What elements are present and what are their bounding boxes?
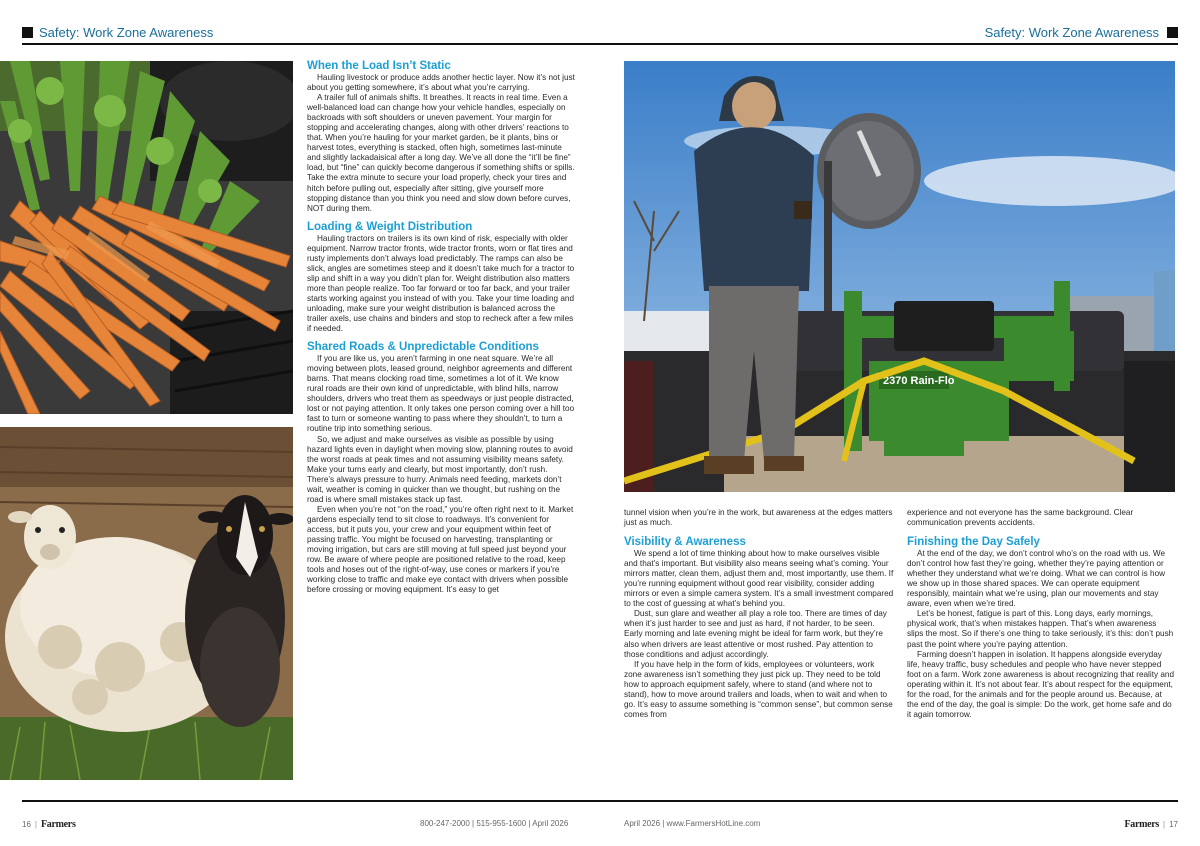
page-number-left: 16 xyxy=(22,820,31,829)
footer-right: Farmers | 17 xyxy=(1124,819,1178,830)
running-header-left xyxy=(22,25,213,40)
carrots-photo xyxy=(0,61,293,414)
heading-visibility: Visibility & Awareness xyxy=(624,536,746,549)
contact-info: 800-247-2000 | 515-955-1600 | April 2026 xyxy=(420,819,569,828)
footer-rule xyxy=(22,800,1178,802)
paragraph: Even when you’re not “on the road,” you’re often right next to it. Market gardens especially tend to sit close to roadways. It’s convenient for access, but it puts you, your crew and your equipment within feet of passing traffic. You might be focused on harvesting, transplanting or moving irrigation, but cars are still moving at full speed just beyond your row. Be aware of where people are positioned relative to the road, keep tools and hoses out of the right-of-way, use cones or markers if you’re working close to traffic and make eye contact with drivers when possible before crossing or moving equipment. It’s easy to get xyxy=(307,504,574,595)
sheep-photo xyxy=(0,427,293,780)
paragraph: tunnel vision when you’re in the work, but awareness at the edges matters just as much. xyxy=(624,508,893,528)
heading-shared-roads: Shared Roads & Unpredictable Conditions xyxy=(307,341,539,354)
footer-left: 16 | Farmers xyxy=(22,819,76,830)
paragraph: experience and not everyone has the same background. Clear communication prevents accidents. xyxy=(907,508,1134,528)
paragraph: Let’s be honest, fatigue is part of this. Long days, early mornings, physical work, that’s when mistakes happen. That’s when awareness slips the most. So if there’s one thing to take seriously, it’s this: don’t push past the point where you’re paying attention. xyxy=(907,609,1174,649)
column-1 xyxy=(307,60,575,595)
column-2 xyxy=(624,508,894,720)
carrots-image xyxy=(0,61,293,414)
square-bullet-icon xyxy=(1167,27,1178,38)
implement-label: 2370 Rain-Flo xyxy=(883,375,955,387)
magazine-logo: Farmers xyxy=(1124,819,1160,830)
truck-implement-photo xyxy=(624,61,1175,492)
sheep-image xyxy=(0,427,293,780)
footer-right-info xyxy=(624,819,760,828)
section-title-left: Safety: Work Zone Awareness xyxy=(39,25,214,40)
paragraph: Hauling tractors on trailers is its own kind of risk, especially with older equipment. Narrow tractor fronts, wide tractor fronts, worn or flat tires and rusty implements don’t always load predictably. The ramps can also be slick, angles are sometimes steep and it doesn’t take much for a tractor to slip and shift in a way you didn’t plan for. Weight distribution also matters more than people realize. Too far forward or too far back, and your trailer starts working against you instead of with you. Take your time loading and unloading, make sure your weight distribution is balanced across the trailer axels, use chains and binders and stop to recheck after a few miles if needed. xyxy=(307,233,575,334)
footer-left-info xyxy=(420,819,568,828)
paragraph: Hauling livestock or produce adds another hectic layer. Now it’s not just about you getting somewhere, it’s about what you’re carrying. xyxy=(307,73,575,93)
magazine-logo: Farmers xyxy=(40,819,76,830)
heading-finishing-day: Finishing the Day Safely xyxy=(907,536,1040,549)
paragraph: We spend a lot of time thinking about how to make ourselves visible and that’s important. But visibility also means seeing what’s coming. Your mirrors matter, clean them, adjust them and, most importantly, use them. If you’re running equipment without good rear visibility, consider adding mirrors or even a simple camera system. It’s a small investment compared to the cost of guessing at what’s behind you. xyxy=(624,549,894,609)
heading-load-not-static: When the Load Isn’t Static xyxy=(307,60,451,72)
square-bullet-icon xyxy=(22,27,33,38)
page-number-right: 17 xyxy=(1169,820,1178,829)
truck-image xyxy=(624,61,1175,492)
paragraph: Dust, sun glare and weather all play a role too. There are times of day when it’s just harder to see and just as hard, if not harder, to be seen. Early morning and late evening might be ideal for farm work, but they’re also when drivers are least attentive or most rushed. Pay attention to those conditions and adjust accordingly. xyxy=(624,609,887,659)
section-title-right: Safety: Work Zone Awareness xyxy=(984,25,1159,40)
heading-loading-weight: Loading & Weight Distribution xyxy=(307,220,473,233)
column-3 xyxy=(907,508,1175,720)
paragraph: Farming doesn’t happen in isolation. It happens alongside everyday life, heavy traffic, busy schedules and people who have never stepped foot on a farm. Work zone awareness is about recognizing that reality and operating within it. It’s not about fear. It’s about respect for the equipment, for the road, for the animals and for the people around us. Because, at the end of the day, the goal is simple: Do the work, get home safe and do it again tomorrow. xyxy=(907,649,1174,719)
paragraph: If you are like us, you aren’t farming in one neat square. We’re all moving between plots, leased ground, neighbor agreements and different barns. That means clocking road time, sometimes a lot of it. We know rural roads are their own kind of unpredictable, with blind hills, narrow shoulders, drivers who treat them as speedways or just people distracted, lost or not paying attention. It only takes one person coming over a hill too fast to turn or someone wanting to pass where they shouldn’t, to turn a routine trip into something serious. xyxy=(307,354,575,434)
paragraph: If you have help in the form of kids, employees or volunteers, work zone awareness isn’t something they just pick up. They need to be told how to approach equipment safely, where to stand (and where not to stand), how to move around trailers and loads, when to wait and when to go. It’s easy to assume something is “common sense”, but common sense comes from xyxy=(624,659,893,719)
website-info: April 2026 | www.FarmersHotLine.com xyxy=(624,819,761,828)
paragraph: A trailer full of animals shifts. It breathes. It reacts in real time. Even a well-balanced load can change how your vehicle handles, especially on backroads with soft shoulders or uneven pavement. Your margin for stopping and accelerating changes, along with other drivers’ reactions to that. When you’re hauling for your market garden, be it plants, bins or harvest totes, everything is stacked, often high, sometimes last-minute and slightly lackadaisical after a long day. We’ve all done the “it’ll be fine” load, but “fine” can quickly become dangerous if something shifts or spills. Take the extra minute to secure your load properly, check your tires and hitch before pulling out, especially after sitting, give yourself more stopping distance than you think you need and slow down before curves, NOT during them. xyxy=(307,93,575,213)
paragraph: So, we adjust and make ourselves as visible as possible by using hazard lights even in daylight when moving slow, planning routes to avoid the worst roads at peak times and not assuming visibility means safety. Make your turns early and clearly, but most importantly, don’t rush. There’s always pressure to hurry. Animals need feeding, markets don’t wait, weather is coming in quicker than we thought, but rushing on the road is where small mistakes stack up fast. xyxy=(307,434,573,504)
running-header-right xyxy=(985,25,1178,40)
paragraph: At the end of the day, we don’t control who’s on the road with us. We don’t control how fast they’re going, whether they’re paying attention or whether they understand what we’re doing. What we can control is how we show up in those shared spaces. We can operate equipment responsibly, maintain what we’re using, plan our movements and stay aware, even when we’re tired. xyxy=(907,549,1166,609)
header-rule xyxy=(22,43,1178,45)
